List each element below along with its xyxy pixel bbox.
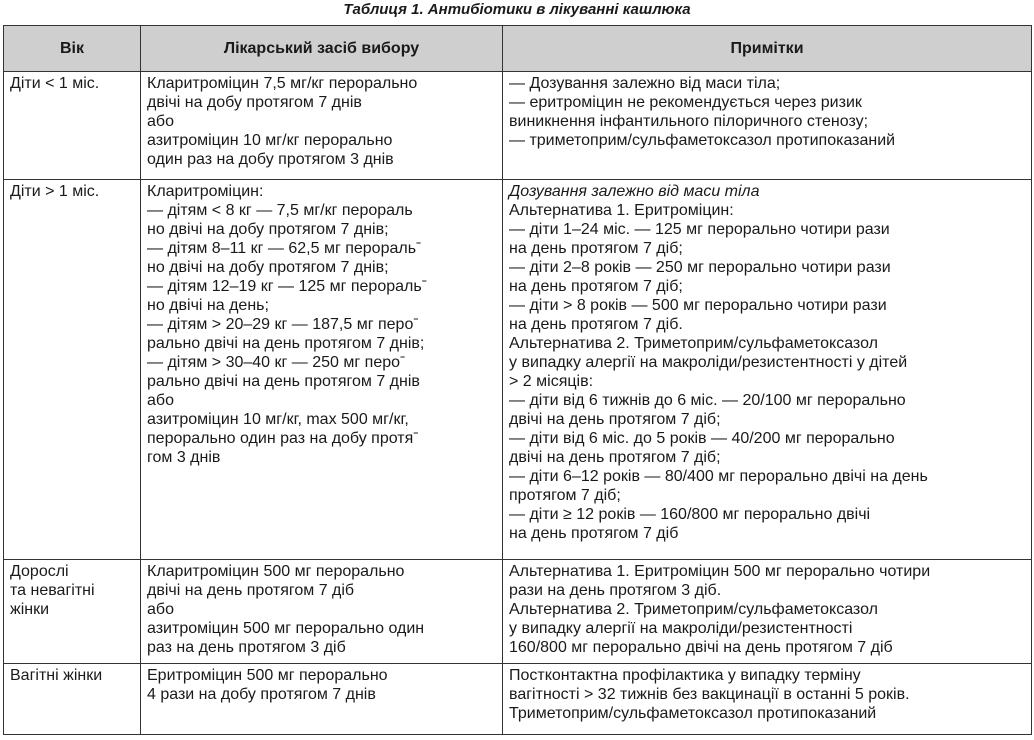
cell-line: — дітям 8–11 кг — 62,5 мг пероральˉ	[147, 240, 422, 257]
cell-line: — діти ≥ 12 років — 160/800 мг перорально двічі	[509, 506, 871, 523]
header-drug: Лікарський засіб вибору	[141, 26, 503, 72]
cell-line: один раз на добу протягом 3 днів	[147, 151, 394, 168]
cell-line: раз на день протягом 3 діб	[147, 639, 346, 656]
cell-line: Альтернатива 2. Триметоприм/сульфаметоксазол	[509, 601, 878, 618]
cell-line-italic: Дозування залежно від маси тіла	[509, 183, 760, 200]
cell-line: виникнення інфантильного пілоричного стенозу;	[509, 113, 869, 130]
cell-line: — дітям < 8 кг — 7,5 мг/кг перораль	[147, 202, 413, 219]
cell-line: — триметоприм/сульфаметоксазол протипоказаний	[509, 132, 896, 149]
age-cell	[4, 560, 141, 664]
cell-line: або	[147, 113, 174, 130]
notes-cell	[503, 664, 1032, 735]
cell-line: — діти > 8 років — 500 мг перорально чотири рази	[509, 297, 887, 314]
cell-line: рально двічі на день протягом 7 днів;	[147, 335, 425, 352]
cell-line: Кларитроміцин:	[147, 183, 264, 200]
cell-line: протягом 7 діб;	[509, 487, 621, 504]
notes-cell	[503, 560, 1032, 664]
age-cell	[4, 664, 141, 735]
drug-cell	[141, 560, 503, 664]
cell-line: 4 рази на добу протягом 7 днів	[147, 686, 376, 703]
cell-line: рально двічі на день протягом 7 днів	[147, 373, 420, 390]
header-age: Вік	[4, 26, 141, 72]
age-cell	[4, 72, 141, 180]
cell-line: Кларитроміцин 7,5 мг/кг перорально	[147, 75, 418, 92]
notes-cell	[503, 180, 1032, 560]
cell-line: — дітям 12–19 кг — 125 мг пероральˉ	[147, 278, 428, 295]
cell-line: но двічі на день;	[147, 297, 269, 314]
age-cell	[4, 180, 141, 560]
cell-line: азитроміцин 500 мг перорально один	[147, 620, 425, 637]
cell-line: Вагітні жінки	[10, 667, 103, 684]
cell-line: гом 3 днів	[147, 449, 221, 466]
cell-line: вагітності > 32 тижнів без вакцинації в останні 5 років.	[509, 686, 910, 703]
cell-line: Альтернатива 2. Триметоприм/сульфаметоксазол	[509, 335, 878, 352]
cell-line: Альтернатива 1. Еритроміцин:	[509, 202, 734, 219]
cell-line: — діти 2–8 років — 250 мг перорально чотири рази	[509, 259, 891, 276]
cell-line: — дітям > 20–29 кг — 187,5 мг пероˉ	[147, 316, 419, 333]
cell-line: на день протягом 7 діб.	[509, 316, 683, 333]
cell-line: — дітям > 30–40 кг — 250 мг пероˉ	[147, 354, 406, 371]
cell-line: та невагітні	[10, 582, 95, 599]
cell-line: — діти 1–24 міс. — 125 мг перорально чотири рази	[509, 221, 890, 238]
header-notes: Примітки	[503, 26, 1032, 72]
cell-line: у випадку алергії на макроліди/резистентності у дітей	[509, 354, 908, 371]
drug-cell	[141, 72, 503, 180]
cell-line: Діти < 1 міс.	[10, 75, 100, 92]
table-caption: Таблиця 1. Антибіотики в лікуванні кашлюка	[343, 1, 691, 18]
cell-line: рази на день протягом 3 діб.	[509, 582, 722, 599]
cell-line: — Дозування залежно від маси тіла;	[509, 75, 781, 92]
cell-line: — діти 6–12 років — 80/400 мг перорально двічі на день	[509, 468, 928, 485]
cell-line: жінки	[10, 601, 50, 618]
table-row	[4, 664, 1032, 735]
cell-line: но двічі на добу протягом 7 днів;	[147, 259, 389, 276]
cell-line: двічі на день протягом 7 діб;	[509, 449, 721, 466]
header-row	[4, 26, 1032, 72]
table-row	[4, 560, 1032, 664]
cell-line: Постконтактна профілактика у випадку терміну	[509, 667, 861, 684]
drug-cell	[141, 664, 503, 735]
cell-line: Діти > 1 міс.	[10, 183, 100, 200]
cell-line: — еритроміцин не рекомендується через ризик	[509, 94, 862, 111]
cell-line: двічі на день протягом 7 діб;	[509, 411, 721, 428]
cell-line: або	[147, 601, 174, 618]
cell-line: Кларитроміцин 500 мг перорально	[147, 563, 405, 580]
cell-line: Дорослі	[10, 563, 69, 580]
cell-line: Альтернатива 1. Еритроміцин 500 мг перорально чотири	[509, 563, 931, 580]
table-row	[4, 72, 1032, 180]
cell-line: на день протягом 7 діб	[509, 525, 679, 542]
cell-line: двічі на добу протягом 7 днів	[147, 94, 362, 111]
cell-line: у випадку алергії на макроліди/резистентності	[509, 620, 853, 637]
antibiotics-table	[3, 25, 1032, 735]
cell-line: азитроміцин 10 мг/кг перорально	[147, 132, 393, 149]
notes-cell	[503, 72, 1032, 180]
cell-line: Триметоприм/сульфаметоксазол протипоказаний	[509, 705, 877, 722]
drug-cell	[141, 180, 503, 560]
cell-line: двічі на день протягом 7 діб	[147, 582, 355, 599]
cell-line: — діти від 6 міс. до 5 років — 40/200 мг перорально	[509, 430, 895, 447]
cell-line: > 2 місяців:	[509, 373, 594, 390]
cell-line: на день протягом 7 діб;	[509, 278, 683, 295]
cell-line: 160/800 мг перорально двічі на день протягом 7 діб	[509, 639, 893, 656]
cell-line: азитроміцин 10 мг/кг, max 500 мг/кг,	[147, 411, 409, 428]
cell-line: на день протягом 7 діб;	[509, 240, 683, 257]
cell-line: перорально один раз на добу протяˉ	[147, 430, 419, 447]
cell-line: Еритроміцин 500 мг перорально	[147, 667, 388, 684]
cell-line: або	[147, 392, 174, 409]
table-row	[4, 180, 1032, 560]
cell-line: — діти від 6 тижнів до 6 міс. — 20/100 мг перорально	[509, 392, 906, 409]
cell-line: но двічі на добу протягом 7 днів;	[147, 221, 389, 238]
